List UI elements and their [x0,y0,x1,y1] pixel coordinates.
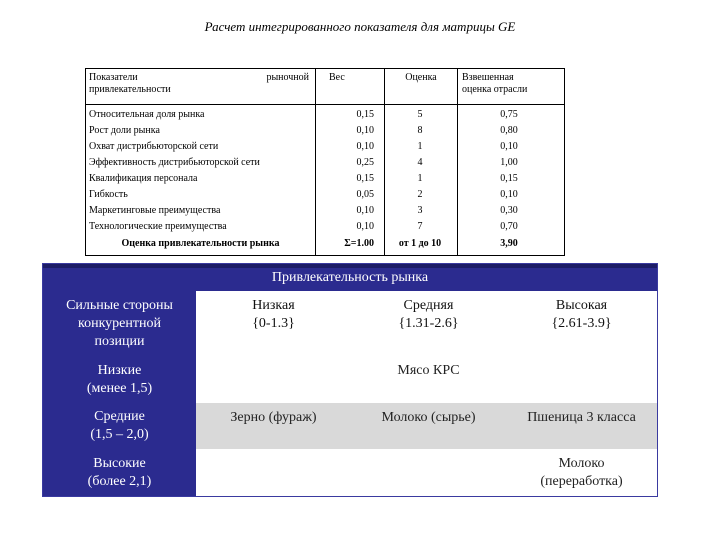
column-low-line1: Низкая [252,298,295,313]
row-high-line1: Высокие [93,455,146,471]
attractiveness-band: Привлекательность рынка [43,264,657,291]
row-weighted: 0,10 [500,189,518,200]
column-mid-line1: Средняя [403,298,454,313]
row-weighted: 0,15 [500,173,518,184]
table-row [86,107,564,122]
row-score: 3 [417,205,423,216]
corner-line1: Сильные стороны [66,298,173,313]
header-weighted [462,72,527,107]
cell-high-high-line2: (переработка) [540,473,623,489]
cell-mid-high: Пшеница 3 класса [527,410,636,425]
header-indicator-right: рыночной [266,72,309,83]
column-high-line2: {2.61-3.9} [551,316,612,331]
table-row [86,139,564,154]
table-row [86,203,564,218]
column-mid [351,291,506,339]
corner-line2: конкурентной [77,316,161,331]
row-weighted: 0,10 [500,141,518,152]
row-weight: 0,10 [356,125,374,136]
header-weight: Вес [329,72,345,83]
header-indicator [89,72,311,107]
row-weighted: 0,75 [500,109,518,120]
header-weighted-line2: оценка отрасли [462,84,528,95]
row-score: 1 [417,173,423,184]
total-row [86,236,564,251]
row-mid-label [43,403,196,449]
header-indicator-line2: привлекательности [89,84,171,95]
column-high-line1: Высокая [555,298,608,313]
row-score: 1 [417,141,423,152]
row-weight: 0,25 [356,157,374,168]
row-score: 4 [417,157,423,168]
table-row [86,219,564,234]
row-high-line2: (более 2,1) [87,473,152,489]
ge-matrix [42,263,658,497]
column-high [506,291,657,339]
row-score: 2 [417,189,423,200]
row-weight: 0,10 [356,141,374,152]
row-name: Относительная доля рынка [89,109,205,120]
row-name: Эффективность дистрибьюторской сети [89,157,260,168]
total-weight: Σ=1.00 [344,238,374,249]
row-name: Охват дистрибьюторской сети [89,141,219,152]
cell-mid-mid: Молоко (сырье) [381,410,476,425]
cell-mid-low: Зерно (фураж) [230,410,317,425]
column-mid-line2: {1.31-2.6} [398,316,459,331]
corner-label [43,291,196,357]
cell-high-high-line1: Молоко [558,455,605,471]
row-name: Квалификация персонала [89,173,198,184]
row-name: Технологические преимущества [89,221,227,232]
row-weighted: 0,70 [500,221,518,232]
row-score: 5 [417,109,423,120]
row-weight: 0,05 [356,189,374,200]
band-top-edge [43,264,657,268]
row-weight: 0,10 [356,205,374,216]
row-weighted: 1,00 [500,157,518,168]
total-weighted: 3,90 [500,238,518,249]
row-mid-line1: Средние [94,409,145,424]
total-score: от 1 до 10 [398,238,442,249]
row-score: 8 [417,125,423,136]
row-low-label [43,357,196,403]
table-row [86,123,564,138]
row-score: 7 [417,221,423,232]
table-row [86,155,564,170]
row-mid-line2: (1,5 – 2,0) [90,427,149,442]
corner-line3: позиции [94,334,145,349]
row-high-label [43,449,196,496]
row-weight: 0,15 [356,173,374,184]
column-low [196,291,351,339]
header-score: Оценка [405,72,437,83]
row-name: Маркетинговые преимущества [89,205,221,216]
header-weighted-line1: Взвешенная [462,72,514,83]
row-weighted: 0,30 [500,205,518,216]
table-row [86,171,564,186]
column-low-line2: {0-1.3} [252,316,295,331]
weighted-score-table [85,68,565,256]
header-indicator-line1: Показатели [89,72,138,83]
cell-high-high [506,449,657,496]
total-name: Оценка привлекательности рынка [121,238,280,249]
page-title: Расчет интегрированного показателя для матрицы GE [204,19,516,34]
cell-low-mid: Мясо КРС [397,363,460,378]
row-weight: 0,15 [356,109,374,120]
row-weight: 0,10 [356,221,374,232]
row-name: Гибкость [89,189,128,200]
row-low-line1: Низкие [97,363,142,378]
row-weighted: 0,80 [500,125,518,136]
row-name: Рост доли рынка [89,125,160,136]
row-low-line2: (менее 1,5) [86,381,153,396]
table-row [86,187,564,202]
